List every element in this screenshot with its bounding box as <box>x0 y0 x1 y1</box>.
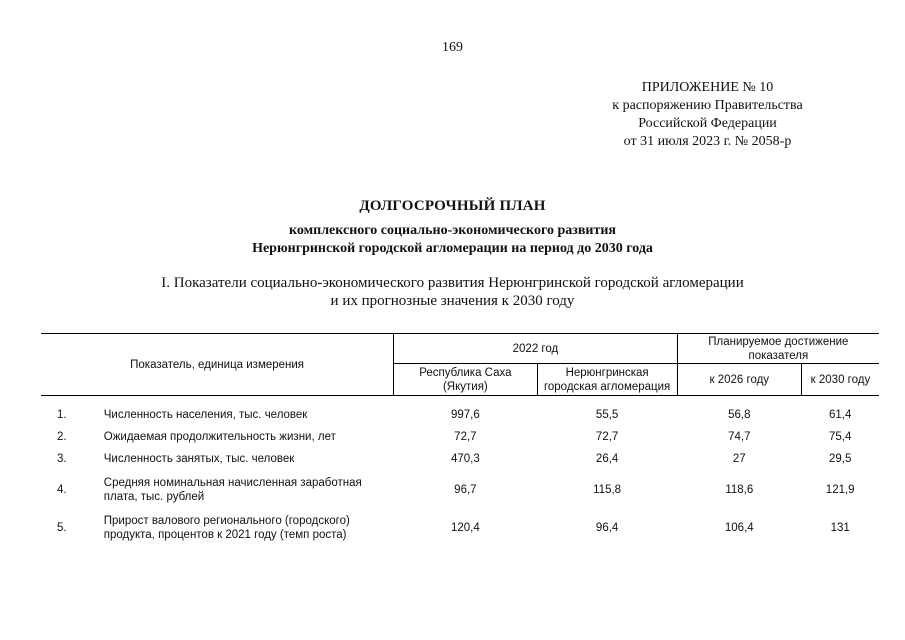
appendix-line-4: от 31 июля 2023 г. № 2058-р <box>623 134 792 149</box>
row-indicator-line-2: плата, тыс. рублей <box>103 491 205 503</box>
table-header-row-1 <box>41 334 879 364</box>
header-plan-line-1: Планируемое достижение <box>708 335 849 348</box>
cell-2026: 56,8 <box>728 409 751 421</box>
header-2026-label: к 2026 году <box>709 373 770 386</box>
row-number: 1. <box>57 409 67 421</box>
table-row <box>41 426 879 448</box>
row-indicator-line-1: Средняя номинальная начисленная заработная <box>103 477 362 489</box>
row-indicator <box>104 426 394 448</box>
header-agglomeration <box>537 364 677 396</box>
section-title-line-2: и их прогнозные значения к 2030 году <box>330 293 575 309</box>
appendix-line-1: ПРИЛОЖЕНИЕ № 10 <box>641 80 774 95</box>
table-row <box>41 448 879 470</box>
cell-agglomeration: 55,5 <box>595 409 619 421</box>
document-title: ДОЛГОСРОЧНЫЙ ПЛАН <box>359 198 546 214</box>
cell-2030: 75,4 <box>829 431 852 443</box>
cell-2026: 27 <box>732 453 746 465</box>
cell-republic: 997,6 <box>450 409 480 421</box>
header-indicator <box>41 334 394 396</box>
header-plan-group <box>677 334 879 364</box>
table-row <box>41 470 879 510</box>
row-indicator-line-1: Численность населения, тыс. человек <box>103 409 308 421</box>
cell-2030: 61,4 <box>829 409 852 421</box>
table-row <box>41 404 879 426</box>
row-indicator <box>104 448 394 470</box>
row-indicator <box>104 404 394 426</box>
subtitle-line-1: комплексного социально-экономического развития <box>288 223 617 238</box>
cell-2030: 29,5 <box>829 453 852 465</box>
page-number: 169 <box>442 40 463 55</box>
cell-republic: 72,7 <box>454 431 477 443</box>
row-number: 5. <box>57 522 67 534</box>
header-agglomeration-line-2: городская агломерация <box>543 380 671 393</box>
section-title <box>0 274 905 310</box>
cell-republic: 120,4 <box>450 522 480 534</box>
row-indicator-line-2: продукта, процентов к 2021 году (темп роста) <box>103 529 347 541</box>
row-indicator-line-1: Прирост валового регионального (городского) <box>103 515 350 527</box>
header-2030-label: к 2030 году <box>810 373 871 386</box>
cell-agglomeration: 26,4 <box>595 453 619 465</box>
row-indicator <box>104 470 394 510</box>
section-title-line-1: I. Показатели социально-экономического развития Нерюнгринской городской агломерации <box>161 275 744 291</box>
cell-2026: 106,4 <box>724 522 754 534</box>
cell-republic: 470,3 <box>450 453 480 465</box>
document-subtitle <box>0 222 905 258</box>
header-republic-line-1: Республика Саха <box>419 366 512 379</box>
cell-agglomeration: 96,4 <box>595 522 619 534</box>
cell-agglomeration: 72,7 <box>595 431 619 443</box>
cell-2030: 131 <box>830 522 850 534</box>
appendix-line-2: к распоряжению Правительства <box>612 98 803 113</box>
header-agglomeration-line-1: Нерюнгринская <box>565 366 649 379</box>
row-number: 2. <box>57 431 67 443</box>
table-row <box>41 510 879 546</box>
cell-agglomeration: 115,8 <box>593 484 622 496</box>
table-spacer <box>41 396 879 405</box>
subtitle-line-2: Нерюнгринской городской агломерации на период до 2030 года <box>252 241 653 256</box>
row-number: 3. <box>57 453 67 465</box>
appendix-block <box>560 79 855 151</box>
header-year-group <box>394 334 678 364</box>
indicators-table <box>41 333 879 546</box>
cell-2026: 74,7 <box>728 431 751 443</box>
row-indicator-line-1: Численность занятых, тыс. человек <box>103 453 295 465</box>
header-indicator-label: Показатель, единица измерения <box>130 358 305 371</box>
header-republic-line-2: (Якутия) <box>442 380 488 393</box>
appendix-line-3: Российской Федерации <box>638 116 777 131</box>
row-indicator <box>104 510 394 546</box>
row-indicator-line-1: Ожидаемая продолжительность жизни, лет <box>103 431 336 443</box>
cell-republic: 96,7 <box>454 484 477 496</box>
header-2030 <box>801 364 879 396</box>
row-number: 4. <box>57 484 67 496</box>
header-year-label: 2022 год <box>512 342 559 355</box>
header-republic <box>394 364 537 396</box>
cell-2026: 118,6 <box>725 484 754 496</box>
cell-2030: 121,9 <box>825 484 855 496</box>
header-plan-line-2: показателя <box>748 349 809 362</box>
header-2026 <box>677 364 801 396</box>
